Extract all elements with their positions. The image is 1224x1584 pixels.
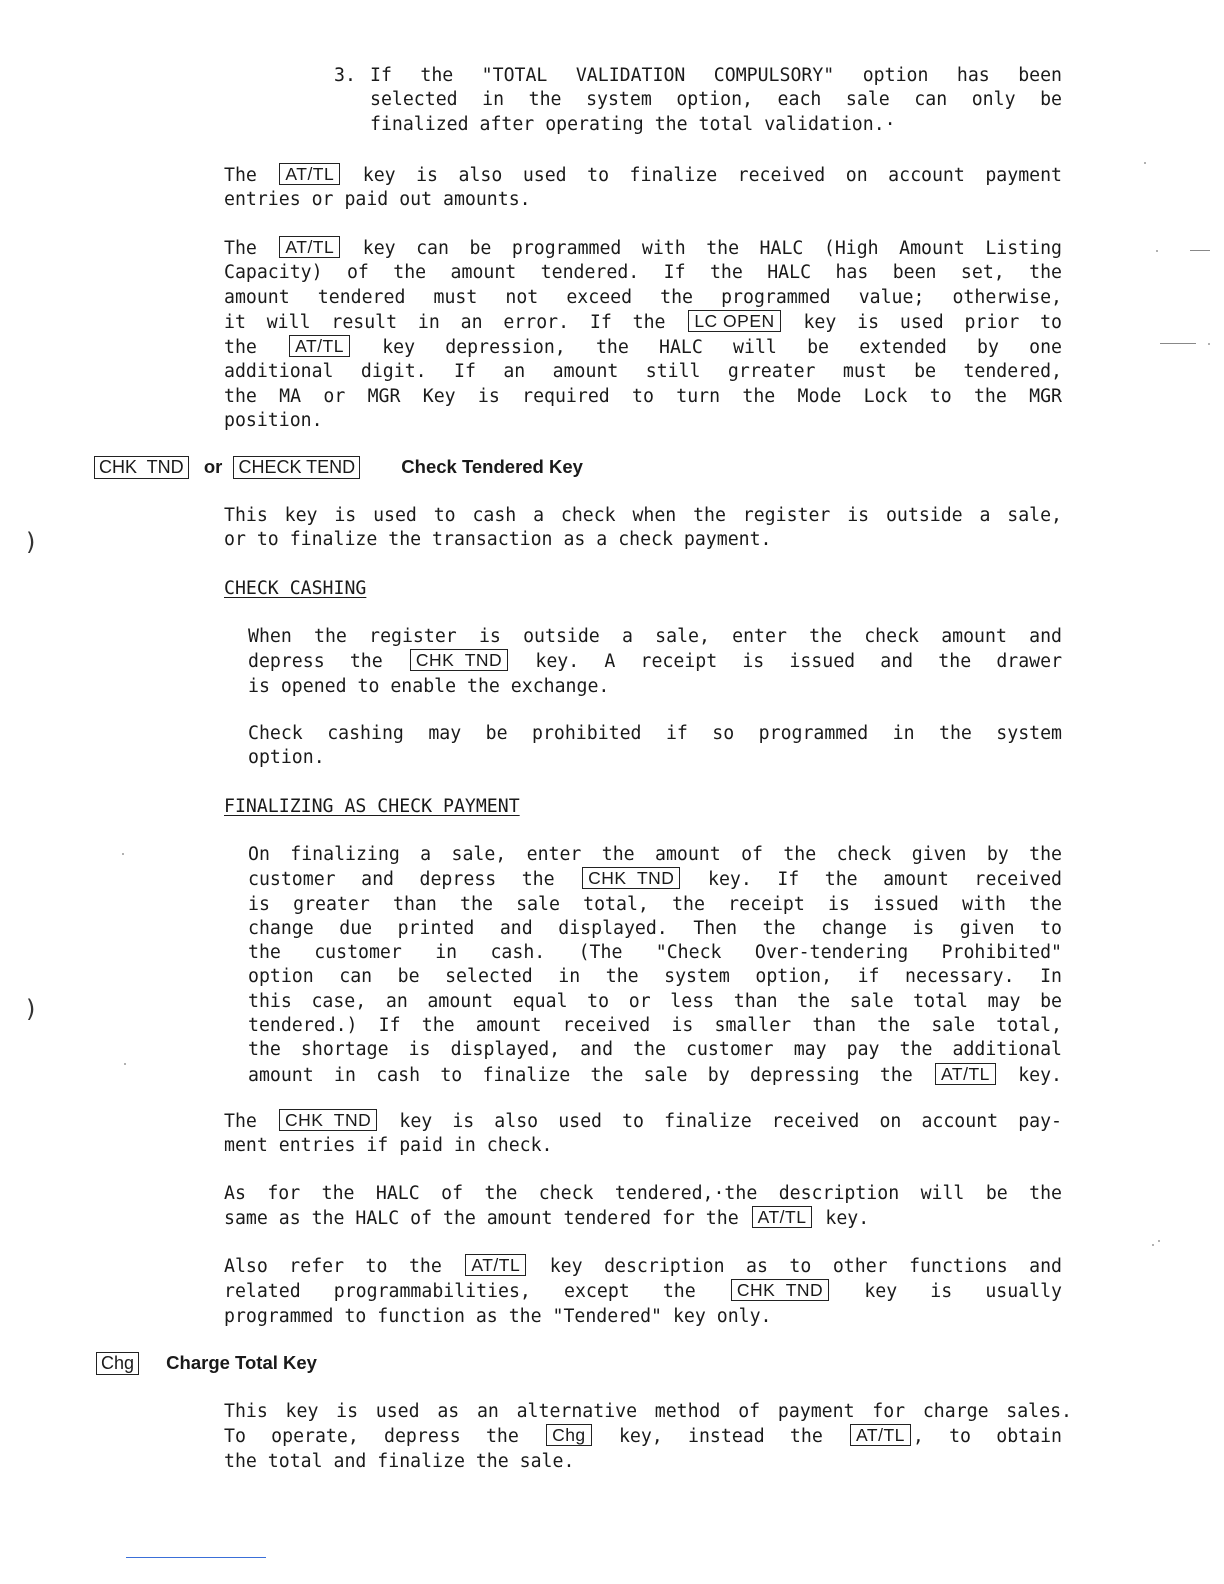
text-line	[248, 649, 1062, 674]
text-line: is greater than the sale total, the receipt is issued with the	[248, 893, 1062, 915]
heading-or: or	[203, 456, 223, 477]
text-line: As for the HALC of the check tendered,·the description will be the	[224, 1183, 1062, 1204]
text-line	[224, 1109, 1062, 1134]
text-fragment: To operate, depress the	[224, 1426, 519, 1448]
heading-title: Charge Total Key	[166, 1352, 317, 1373]
section-heading-check-tendered	[94, 455, 583, 479]
text-line	[224, 1424, 1062, 1449]
text-line: this case, an amount equal to or less than the sale total may be	[248, 990, 1062, 1012]
text-line: option.	[248, 747, 325, 769]
paragraph-chg	[224, 1400, 1072, 1474]
text-line: This key is used as an alternative method of payment for charge sales.	[224, 1401, 1072, 1422]
text-fragment: key can be programmed with the HALC (High Amount Listing	[362, 238, 1062, 259]
text-fragment: Also refer to the	[224, 1256, 442, 1277]
text-fragment: amount in cash to finalize the sale by depressing the	[248, 1064, 913, 1086]
paragraph-attl-finalize	[224, 163, 1062, 213]
paragraph-check-prohibited	[248, 722, 1062, 771]
margin-paren-mark: )	[26, 528, 36, 556]
scan-dash	[1190, 250, 1210, 251]
scan-speck	[124, 1063, 126, 1065]
text-line: the customer in cash. (The "Check Over-tendering Prohibited"	[248, 942, 1062, 964]
text-line	[224, 163, 1062, 188]
paragraph-chk-account	[224, 1109, 1062, 1159]
key-chk-tnd-box: CHK TND	[731, 1279, 829, 1301]
text-line: or to finalize the transaction as a check payment.	[224, 529, 772, 551]
list-item-3-number: 3.	[334, 65, 356, 86]
text-line: entries or paid out amounts.	[224, 189, 531, 211]
text-fragment: key is used prior to	[803, 311, 1063, 333]
text-line: the total and finalize the sale.	[224, 1450, 575, 1472]
text-line: This key is used to cash a check when the register is outside a sale,	[224, 505, 1062, 526]
text-line	[224, 1279, 1062, 1304]
text-line: Capacity) of the amount tendered. If the HALC has been set, the	[224, 262, 1062, 284]
text-line	[248, 1063, 1062, 1088]
text-line: selected in the system option, each sale can only be	[370, 89, 1062, 111]
text-line	[248, 867, 1062, 892]
key-attl-box: AT/TL	[289, 335, 350, 357]
text-line: additional digit. If an amount still grreater must be tendered,	[224, 361, 1062, 383]
scan-speck	[1144, 162, 1146, 164]
key-chg-box: Chg	[96, 1352, 139, 1375]
key-chk-tnd-box: CHK TND	[94, 456, 189, 479]
key-attl-box: AT/TL	[850, 1424, 911, 1446]
text-line: When the register is outside a sale, enter the check amount and	[248, 626, 1062, 647]
key-chk-tnd-box: CHK TND	[410, 649, 508, 671]
text-fragment: key, instead the	[618, 1426, 823, 1448]
text-line: option can be selected in the system option, if necessary. In	[248, 966, 1062, 988]
scan-dash	[1160, 343, 1196, 344]
scan-speck	[1156, 250, 1158, 252]
footer-rule	[126, 1557, 266, 1558]
key-lc-open-box: LC OPEN	[688, 310, 780, 332]
scan-speck	[1158, 1240, 1160, 1242]
text-line	[224, 1254, 1062, 1279]
text-line: ment entries if paid in check.	[224, 1135, 553, 1157]
text-line: amount tendered must not exceed the programmed value; otherwise,	[224, 286, 1062, 308]
scan-speck	[122, 853, 124, 855]
text-line	[224, 1206, 1062, 1231]
paragraph-halc	[224, 236, 1062, 433]
text-line: Check cashing may be prohibited if so programmed in the system	[248, 723, 1062, 744]
text-line: finalized after operating the total validation.·	[370, 113, 896, 135]
key-attl-box: AT/TL	[279, 236, 340, 258]
text-line: the shortage is displayed, and the customer may pay the additional	[248, 1039, 1062, 1061]
key-attl-box: AT/TL	[752, 1206, 813, 1228]
text-fragment: The	[224, 238, 257, 259]
key-attl-box: AT/TL	[935, 1063, 996, 1085]
paragraph-check-intro	[224, 504, 1062, 553]
text-fragment: key description as to other functions and	[549, 1256, 1063, 1277]
text-fragment: key depression, the HALC will be extended by one	[382, 337, 1063, 359]
text-line: programmed to function as the "Tendered" key only.	[224, 1305, 772, 1327]
text-fragment: , to obtain	[912, 1426, 1062, 1448]
text-fragment: key.	[825, 1208, 870, 1230]
text-fragment: key. A receipt is issued and the drawer	[535, 651, 1063, 673]
text-line: On finalizing a sale, enter the amount of the check given by the	[248, 844, 1062, 865]
text-fragment: related programmabilities, except the	[224, 1281, 696, 1303]
text-line: tendered.) If the amount received is smaller than the sale total,	[248, 1015, 1062, 1037]
text-fragment: depress the	[248, 651, 383, 673]
paragraph-also-refer	[224, 1254, 1062, 1329]
key-chk-tnd-box: CHK TND	[279, 1109, 377, 1131]
key-chg-box: Chg	[546, 1424, 592, 1446]
key-check-tend-box: CHECK TEND	[233, 456, 360, 479]
text-fragment: key is also used to finalize received on account pay-	[399, 1111, 1062, 1132]
text-fragment: it will result in an error. If the	[224, 311, 666, 333]
text-line	[224, 335, 1062, 360]
heading-title: Check Tendered Key	[401, 456, 583, 477]
scan-speck	[1208, 343, 1210, 345]
subheading-check-cashing: CHECK CASHING	[224, 578, 367, 599]
scan-speck	[1152, 1244, 1154, 1246]
key-attl-box: AT/TL	[465, 1254, 526, 1276]
text-fragment: key is usually	[864, 1281, 1062, 1303]
text-fragment: key. If the amount received	[708, 869, 1063, 891]
key-attl-box: AT/TL	[279, 163, 340, 185]
text-line: position.	[224, 410, 323, 432]
margin-paren-mark: )	[26, 995, 36, 1023]
text-fragment: The	[224, 165, 257, 186]
text-fragment: The	[224, 1111, 257, 1132]
subheading-finalizing-check: FINALIZING AS CHECK PAYMENT	[224, 796, 520, 817]
text-line: the MA or MGR Key is required to turn the Mode Lock to the MGR	[224, 385, 1062, 407]
list-item-3-text	[370, 64, 1062, 137]
text-fragment: the	[224, 337, 257, 359]
text-line	[224, 310, 1062, 335]
text-fragment: key is also used to finalize received on account payment	[362, 165, 1062, 186]
text-fragment: customer and depress the	[248, 869, 555, 891]
text-line: change due printed and displayed. Then the change is given to	[248, 917, 1062, 939]
paragraph-check-cashing	[248, 625, 1062, 699]
text-fragment: same as the HALC of the amount tendered for the	[224, 1208, 739, 1230]
paragraph-finalizing	[248, 843, 1062, 1088]
section-heading-charge-total	[96, 1351, 317, 1375]
text-fragment: key.	[1018, 1064, 1063, 1086]
text-line: If the "TOTAL VALIDATION COMPULSORY" option has been	[370, 65, 1062, 86]
text-line	[224, 236, 1062, 261]
text-line: is opened to enable the exchange.	[248, 675, 610, 697]
key-chk-tnd-box: CHK TND	[582, 867, 680, 889]
paragraph-halc-check	[224, 1182, 1062, 1232]
